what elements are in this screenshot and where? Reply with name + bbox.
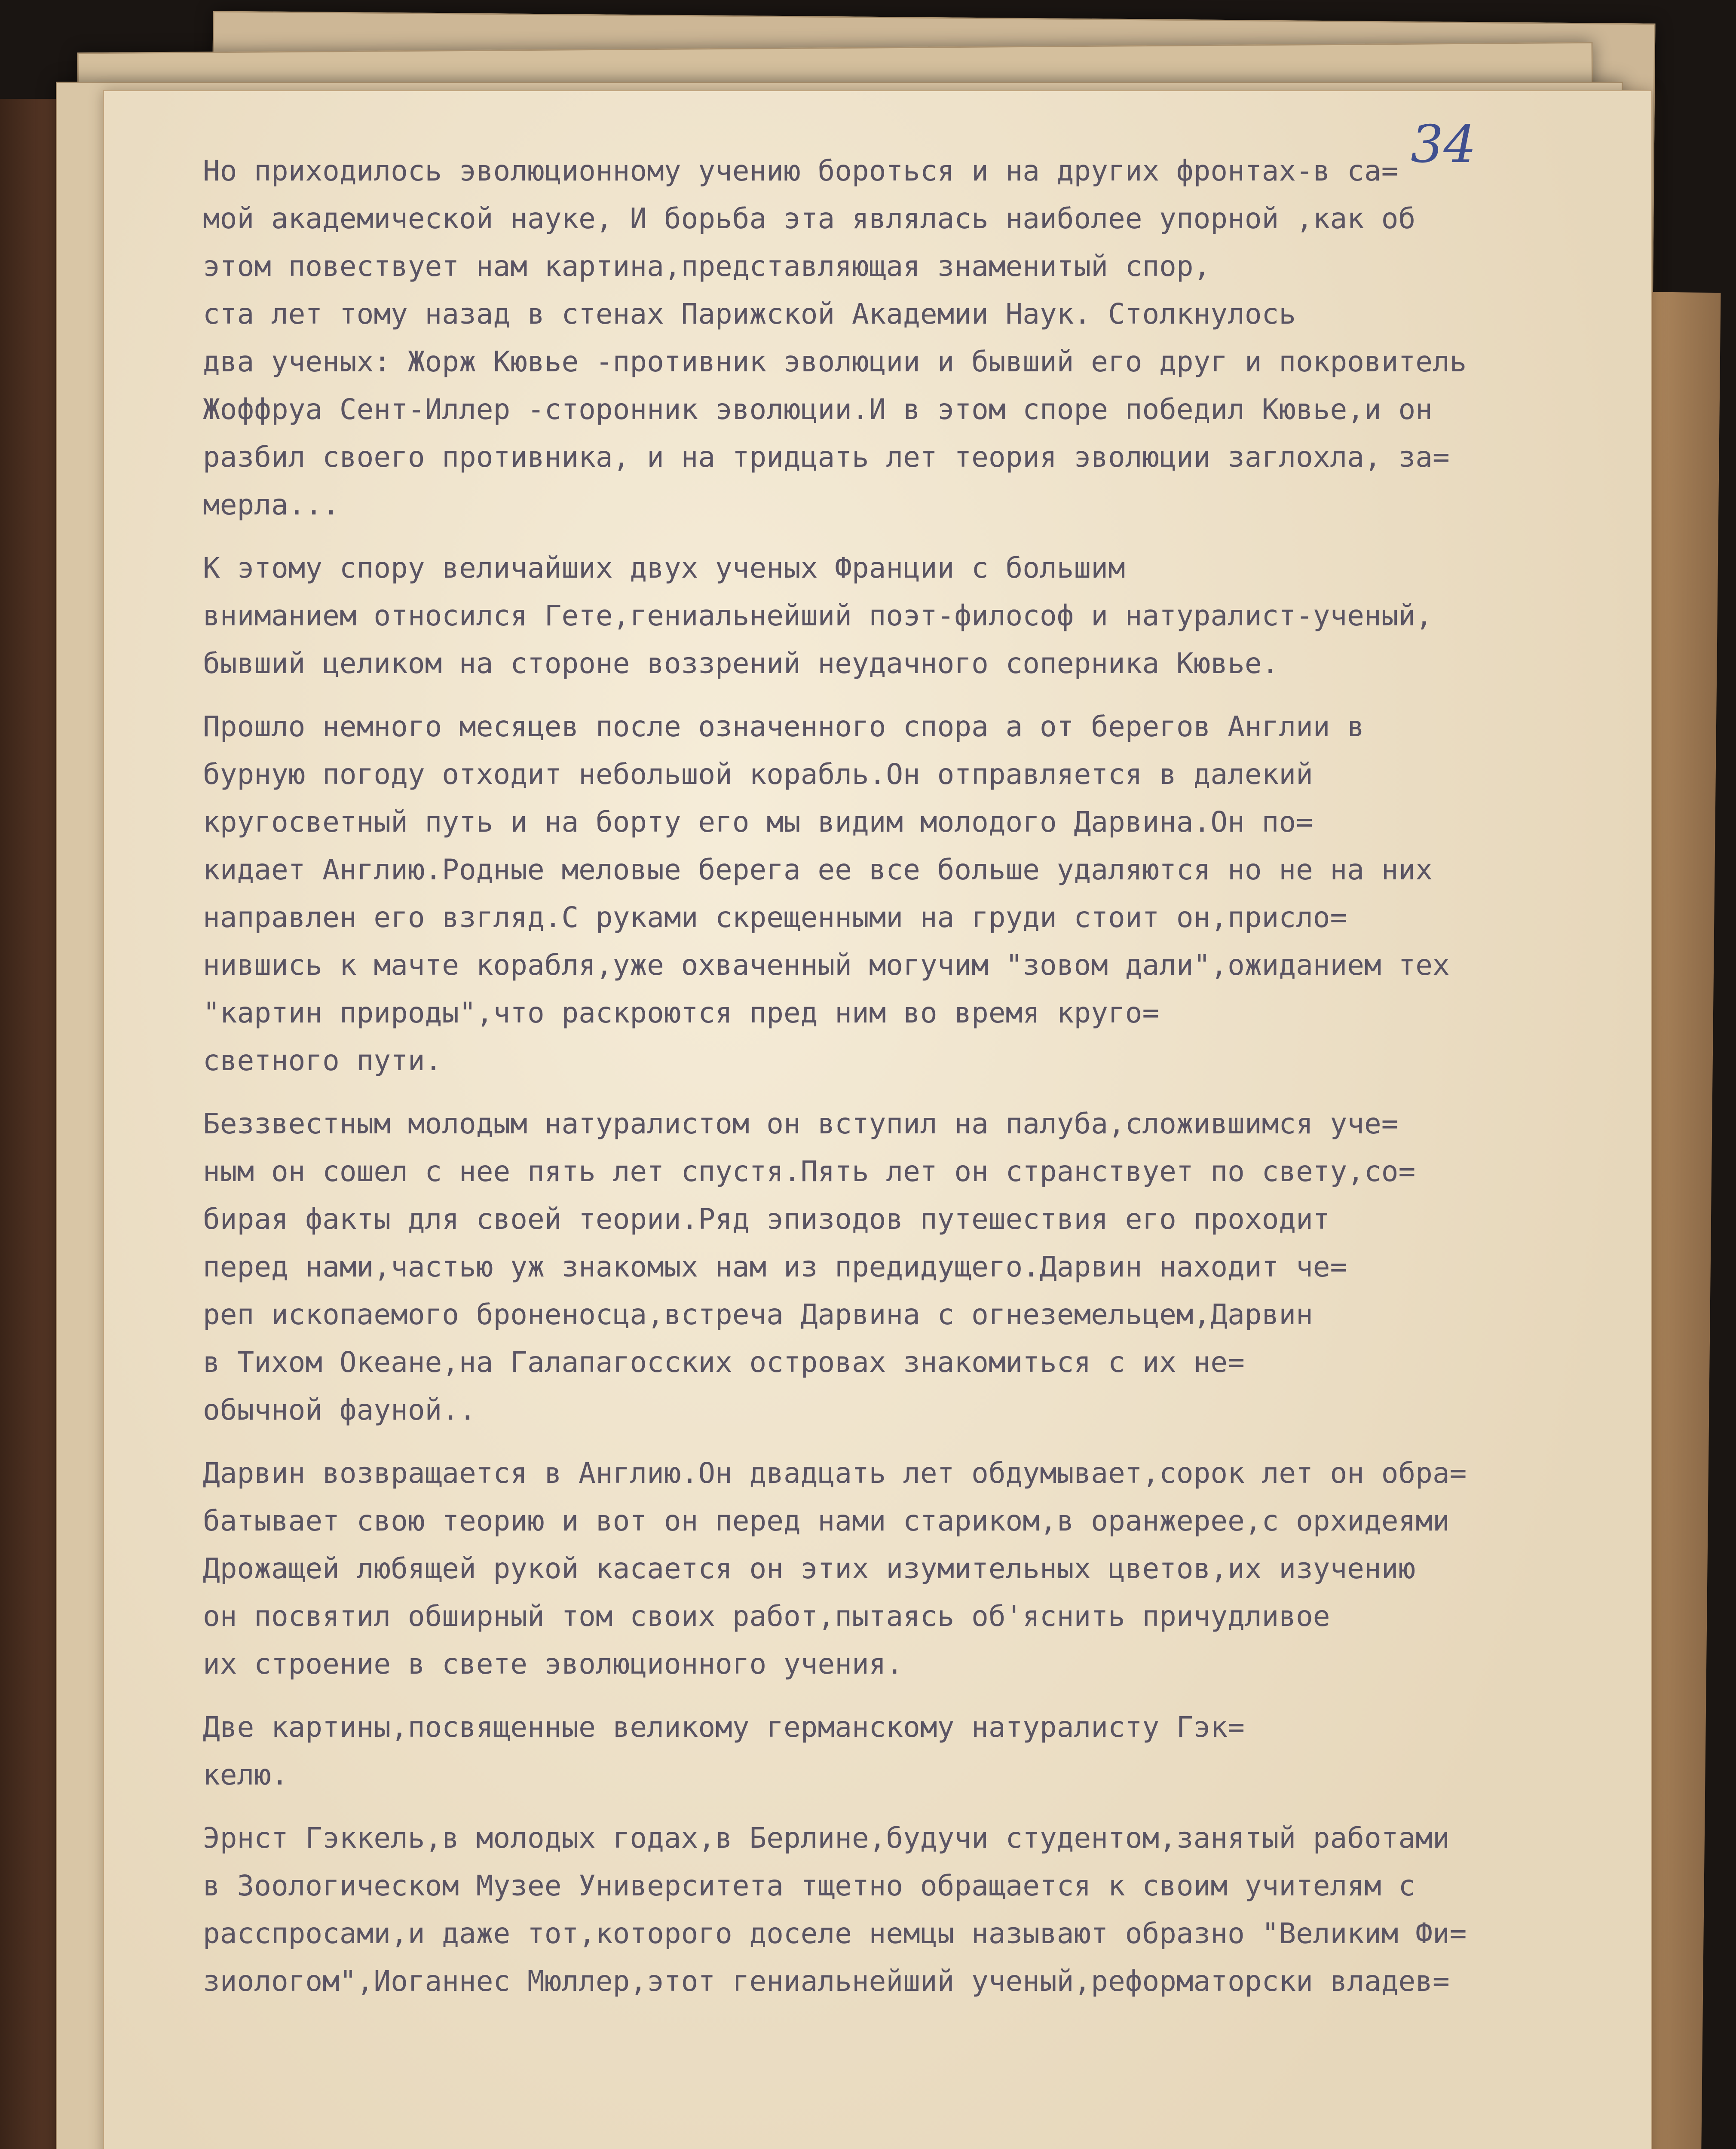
text-line: обычной фауной.. bbox=[203, 1393, 476, 1427]
text-line: их строение в свете эволюционного учения. bbox=[203, 1647, 903, 1681]
text-line: Эрнст Гэккель,в молодых годах,в Берлине,будучи студентом,занятый работами bbox=[203, 1821, 1450, 1855]
text-line: ста лет тому назад в стенах Парижской Академии Наук. Столкнулось bbox=[203, 297, 1296, 331]
text-line: "картин природы",что раскроются пред ним во время круго= bbox=[203, 996, 1160, 1029]
text-line: кругосветный путь и на борту его мы видим молодого Дарвина.Он по= bbox=[203, 805, 1313, 839]
text-line: он посвятил обширный том своих работ,пытаясь об'яснить причудливое bbox=[203, 1600, 1330, 1633]
text-line: бирая факты для своей теории.Ряд эпизодов путешествия его проходит bbox=[203, 1203, 1330, 1236]
text-line: бывший целиком на стороне воззрений неудачного соперника Кювье. bbox=[203, 647, 1279, 680]
text-line: в Тихом Океане,на Галапагосских островах знакомиться с их не= bbox=[203, 1346, 1245, 1379]
text-line: ным он сошел с нее пять лет спустя.Пять лет он странствует по свету,со= bbox=[203, 1155, 1416, 1188]
body-text bbox=[203, 147, 1621, 2005]
text-line: в Зоологическом Музее Университета тщетно обращается к своим учителям с bbox=[203, 1869, 1416, 1902]
text-line: зиологом",Иоганнес Мюллер,этот гениальнейший ученый,реформаторски владев= bbox=[203, 1965, 1450, 1998]
text-line: два ученых: Жорж Кювье -противник эволюции и бывший его друг и покровитель bbox=[203, 345, 1467, 378]
text-line: кидает Англию.Родные меловые берега ее все больше удаляются но не на них bbox=[203, 853, 1433, 886]
text-line: Две картины,посвященные великому германскому натуралисту Гэк= bbox=[203, 1711, 1245, 1744]
text-line: расспросами,и даже тот,которого доселе немцы называют образно "Великим Фи= bbox=[203, 1917, 1467, 1950]
text-line: перед нами,частью уж знакомых нам из предидущего.Дарвин находит че= bbox=[203, 1250, 1347, 1283]
text-line: светного пути. bbox=[203, 1044, 442, 1077]
text-line: разбил своего противника, и на тридцать лет теория эволюции заглохла, за= bbox=[203, 441, 1450, 474]
text-line: бурную погоду отходит небольшой корабль.Он отправляется в далекий bbox=[203, 758, 1313, 791]
text-line: келю. bbox=[203, 1758, 288, 1791]
text-line: батывает свою теорию и вот он перед нами стариком,в оранжерее,с орхидеями bbox=[203, 1504, 1450, 1537]
text-line: нившись к мачте корабля,уже охваченный могучим "зовом дали",ожиданием тех bbox=[203, 949, 1450, 982]
text-line: Дарвин возвращается в Англию.Он двадцать лет обдумывает,сорок лет он обра= bbox=[203, 1457, 1467, 1490]
text-line: К этому спору величайших двух ученых Франции с большим bbox=[203, 551, 1125, 585]
text-line: мерла... bbox=[203, 488, 340, 521]
text-line: направлен его взгляд.С руками скрещенными на груди стоит он,присло= bbox=[203, 901, 1347, 934]
text-line: реп ископаемого броненосца,встреча Дарвина с огнеземельцем,Дарвин bbox=[203, 1298, 1313, 1331]
text-line: вниманием относился Гете,гениальнейший поэт-философ и натуралист-ученый, bbox=[203, 599, 1433, 632]
text-line: мой академической науке, И борьба эта являлась наиболее упорной ,как об bbox=[203, 202, 1416, 235]
text-line: Но приходилось эволюционному учению бороться и на других фронтах-в са= bbox=[203, 154, 1399, 187]
text-line: Дрожащей любящей рукой касается он этих изумительных цветов,их изучению bbox=[203, 1552, 1416, 1585]
text-line: Прошло немного месяцев после означенного спора а от берегов Англии в bbox=[203, 710, 1365, 743]
text-line: Беззвестным молодым натуралистом он вступил на палуба,сложившимся уче= bbox=[203, 1107, 1399, 1140]
text-line: этом повествует нам картина,представляющая знаменитый спор, bbox=[203, 250, 1211, 283]
typewritten-page bbox=[103, 90, 1652, 2149]
text-line: Жоффруа Сент-Иллер -сторонник эволюции.И в этом споре победил Кювье,и он bbox=[203, 393, 1433, 426]
folio-number: 34 bbox=[1411, 115, 1476, 174]
